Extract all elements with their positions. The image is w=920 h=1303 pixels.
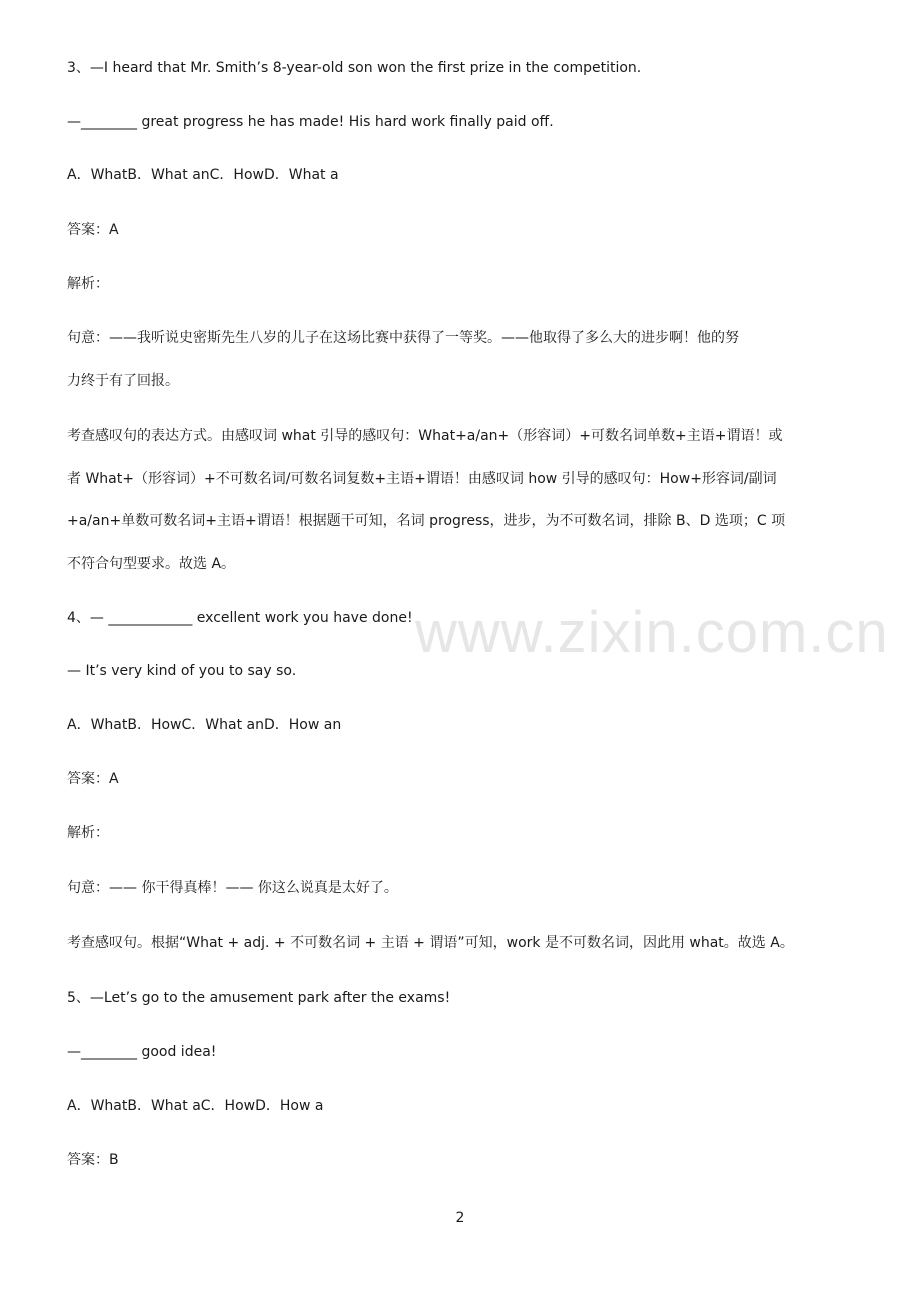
q3-explanation-line: 者 What+（形容词）+不可数名词/可数名词复数+主语+谓语！由感叹词 how 引导的感叹句：How+形容词/副词: [67, 470, 777, 487]
q5-answer: 答案：B: [67, 1152, 119, 1168]
q4-explanation: 考查感叹句。根据“What + adj. + 不可数名词 + 主语 + 谓语”可知，work 是不可数名词，因此用 what。故选 A。: [67, 935, 794, 951]
q3-explanation-line: +a/an+单数可数名词+主语+谓语！根据题干可知，名词 progress，进步，为不可数名词，排除 B、D 选项；C 项: [67, 513, 786, 529]
page-number: 2: [455, 1210, 465, 1226]
q4-response: — It’s very kind of you to say so.: [67, 663, 297, 679]
q4-question: 4、— ____________ excellent work you have done!: [67, 610, 413, 626]
q5-question: 5、—Let’s go to the amusement park after the exams!: [67, 990, 451, 1006]
q3-meaning: [67, 317, 853, 402]
q3-response: —________ great progress he has made! His hard work finally paid off.: [67, 114, 554, 130]
q3-explanation: [67, 415, 853, 585]
q5-options: A．WhatB．What aC．HowD．How a: [67, 1098, 324, 1114]
q3-options: A．WhatB．What anC．HowD．What a: [67, 167, 339, 183]
q4-meaning: 句意：—— 你干得真棒！—— 你这么说真是太好了。: [67, 880, 398, 896]
watermark: www.zixin.com.cn: [415, 600, 889, 665]
q4-analysis-label: 解析：: [67, 825, 109, 841]
q3-analysis-label: 解析：: [67, 276, 109, 292]
q4-options: A．WhatB．HowC．What anD．How an: [67, 717, 342, 733]
q3-meaning-line: 句意：——我听说史密斯先生八岁的儿子在这场比赛中获得了一等奖。——他取得了多么大的进步啊！他的努: [67, 330, 739, 346]
q3-explanation-line: 不符合句型要求。故选 A。: [67, 555, 236, 572]
q3-question: 3、—I heard that Mr. Smith’s 8-year-old son won the first prize in the competition.: [67, 60, 642, 76]
q4-answer: 答案：A: [67, 771, 119, 787]
q5-response: —________ good idea!: [67, 1044, 217, 1060]
q3-answer: 答案：A: [67, 222, 119, 238]
q3-meaning-line: 力终于有了回报。: [67, 372, 179, 389]
q3-explanation-line: 考查感叹句的表达方式。由感叹词 what 引导的感叹句：What+a/an+（形容词）+可数名词单数+主语+谓语！或: [67, 428, 783, 444]
